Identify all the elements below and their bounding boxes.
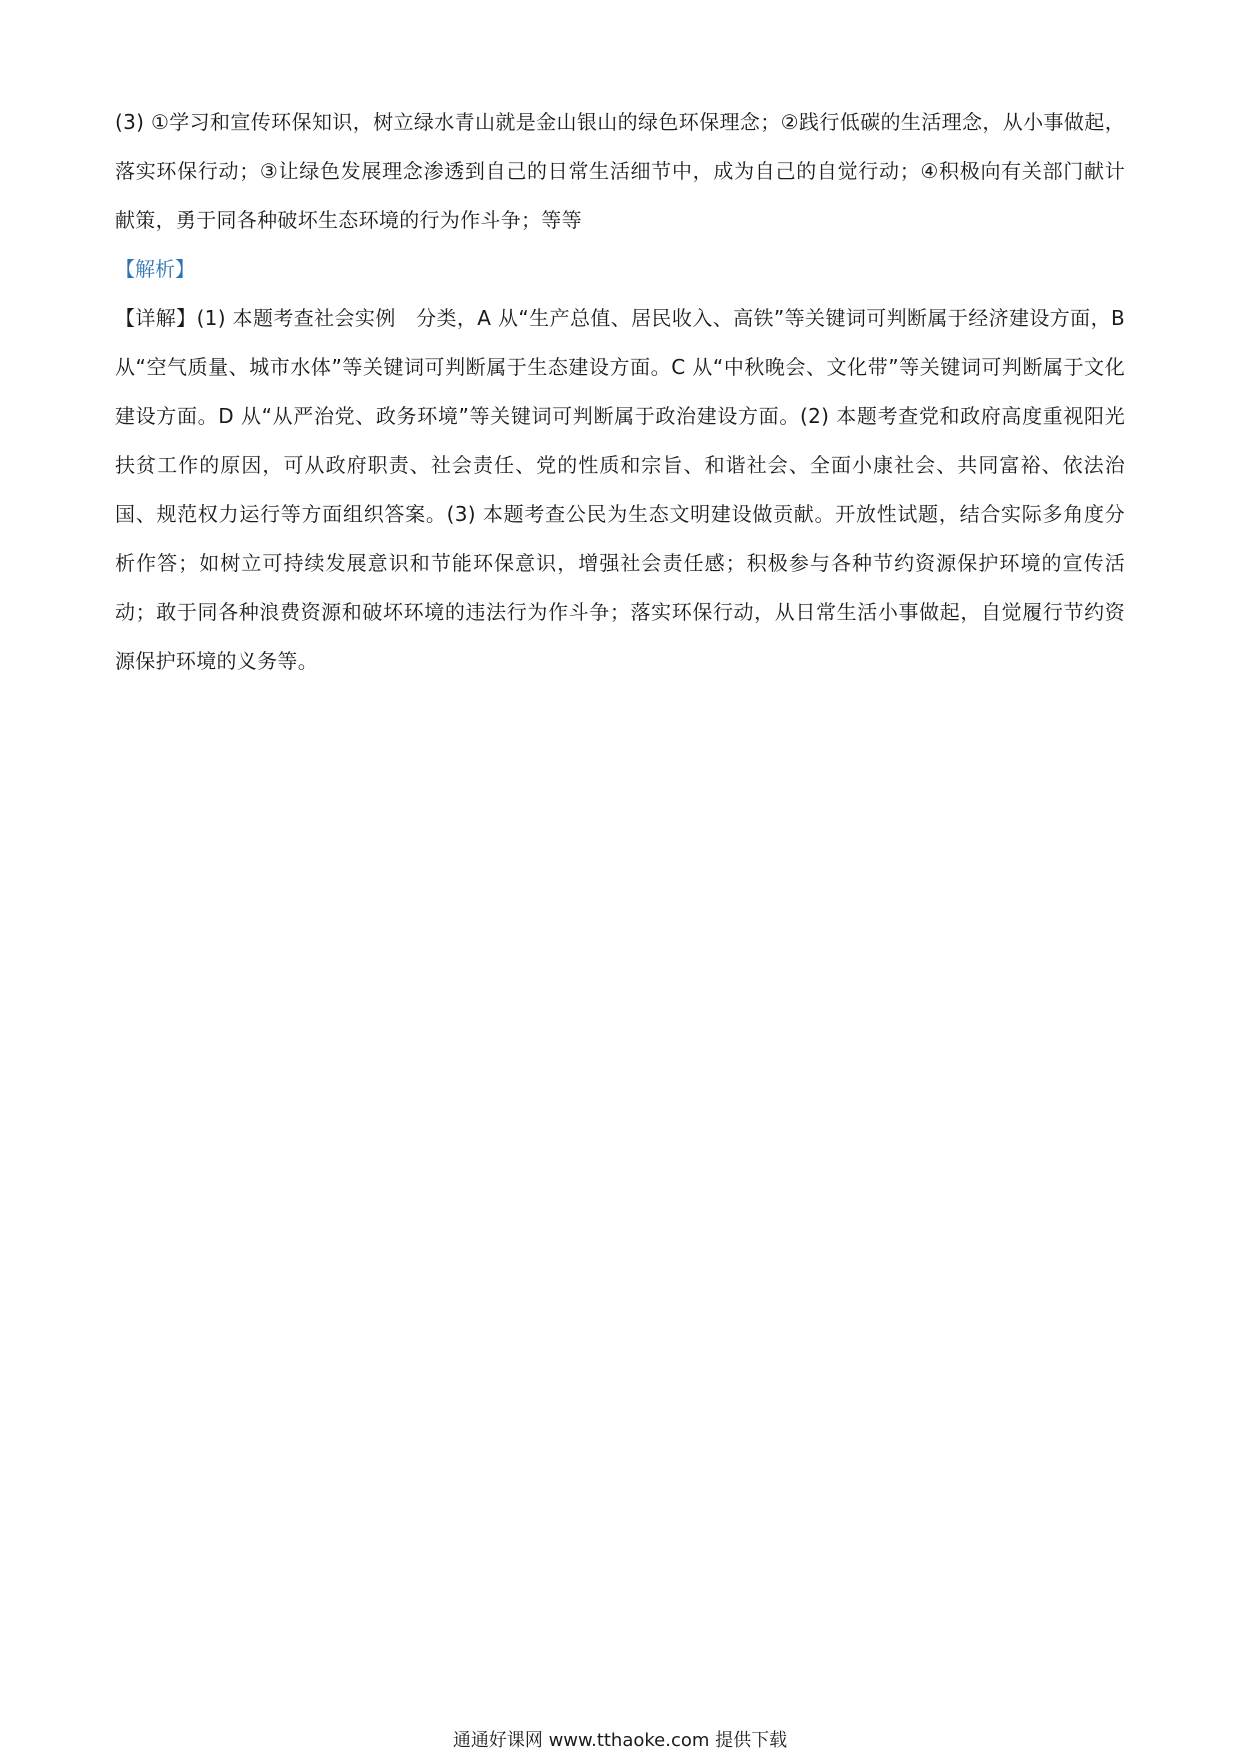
detail-label: 【详解】 — [115, 306, 197, 330]
page-footer: 通通好课网 www.tthaoke.com 提供下载 — [452, 1730, 788, 1751]
answer-part-3: (3) ①学习和宣传环保知识，树立绿水青山就是金山银山的绿色环保理念；②践行低碳的生活理念，从小事做起，落实环保行动；③让绿色发展理念渗透到自己的日常生活细节中，成为自己的自觉行动；④积极向有关部门献计献策，勇于同各种破坏生态环境的行为作斗争；等等 — [115, 110, 1125, 232]
analysis-heading: 【解析】 — [115, 257, 195, 281]
page-content — [115, 98, 1125, 686]
detail-paragraph — [115, 294, 1125, 686]
detail-text: (1) 本题考查社会实例 分类，A 从“生产总值、居民收入、高铁”等关键词可判断属于经济建设方面，B 从“空气质量、城市水体”等关键词可判断属于生态建设方面。C 从“中秋晚会、文化带”等关键词可判断属于文化建设方面。D 从“从严治党、政务环境”等关键词可判断属于政治建设方面。(2) 本题考查党和政府高度重视阳光扶贫工作的原因，可从政府职责、社会责任、党的性质和宗旨、和谐社会、全面小康社会、共同富裕、依法治国、规范权力运行等方面组织答案。(3) 本题考查公民为生态文明建设做贡献。开放性试题，结合实际多角度分析作答；如树立可持续发展意识和节能环保意识，增强社会责任感；积极参与各种节约资源保护环境的宣传活动；敢于同各种浪费资源和破坏环境的违法行为作斗争；落实环保行动，从日常生活小事做起，自觉履行节约资源保护环境的义务等。 — [115, 306, 1125, 673]
